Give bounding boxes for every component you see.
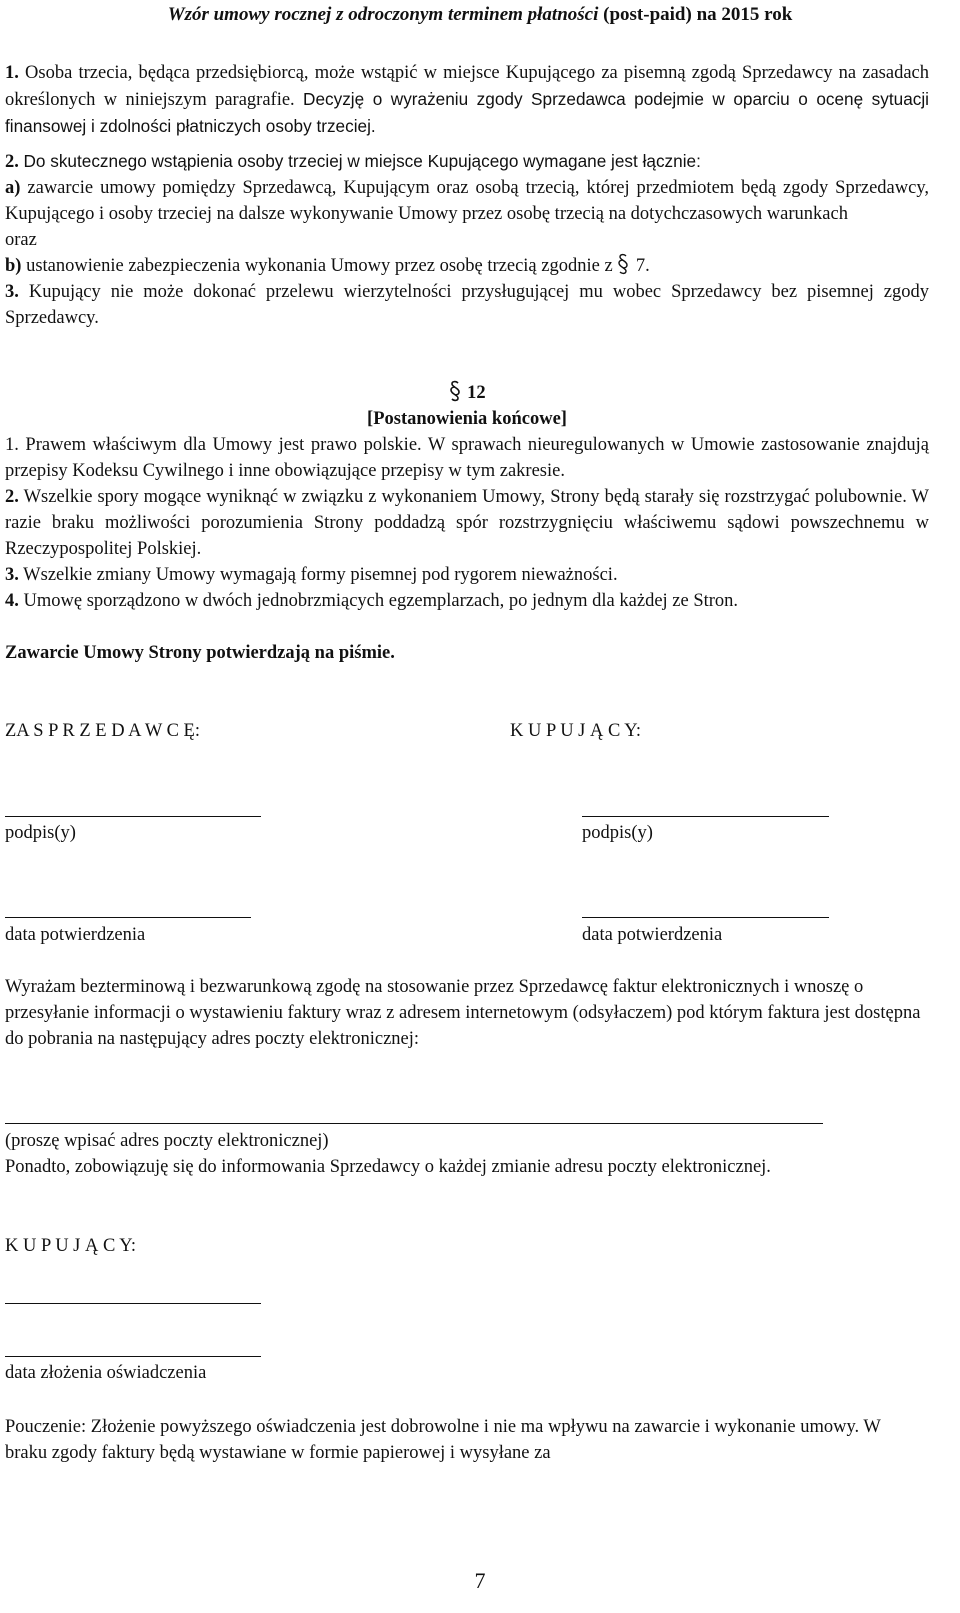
section-title: [Postanowienia końcowe] [367, 409, 567, 429]
section-12-items [5, 432, 929, 614]
section-ref: 7. [635, 256, 650, 276]
paragraph-1 [5, 60, 929, 140]
section-12-heading [5, 380, 929, 432]
item-text: Prawem właściwym dla Umowy jest prawo polskie. W sprawach nieuregulowanych w Umowie zastosowanie znajdują przepisy Kodeksu Cywilnego i inne obowiązujące przepisy w tym zakresie. [5, 435, 929, 481]
page-number: 7 [474, 1568, 486, 1593]
list-item [5, 588, 929, 614]
buyer-date-label: data potwierdzenia [582, 925, 723, 945]
conjunction-oraz: oraz [5, 230, 37, 250]
list-item [5, 562, 929, 588]
list-item [5, 484, 929, 562]
paragraph-text: Kupujący nie może dokonać przelewu wierzytelności przysługującej mu wobec Sprzedawcy bez pisemnej zgody Sprzedawcy. [5, 282, 929, 328]
email-input-line[interactable] [5, 1123, 823, 1124]
paragraph-number: 2. [5, 152, 19, 172]
item-text-b: ustanowienie zabezpieczenia wykonania Umowy przez osobę trzecią zgodnie z [26, 256, 613, 276]
paragraph-text-sans: Decyzję o wyrażeniu zgody Sprzedawca podejmie w oparciu o ocenę sytuacji finansowej i zdolności płatniczych osoby trzeciej. [5, 89, 929, 136]
buyer-heading: K U P U J Ą C Y: [510, 721, 642, 741]
seller-date-label: data potwierdzenia [5, 925, 146, 945]
paragraph-number: 3. [5, 282, 19, 302]
section-sign-icon [448, 380, 462, 406]
seller-signature-line[interactable] [5, 816, 261, 817]
buyer-signature-line[interactable] [582, 816, 829, 817]
item-text: Umowę sporządzono w dwóch jednobrzmiących egzemplarzach, po jednym dla każdej ze Stron. [23, 591, 739, 611]
title-rest: (post-paid) na 2015 rok [603, 4, 793, 25]
closing-statement: Zawarcie Umowy Strony potwierdzają na piśmie. [5, 643, 395, 663]
item-number: 3. [5, 565, 19, 585]
consent-buyer-heading: K U P U J Ą C Y: [5, 1236, 137, 1256]
item-number: 4. [5, 591, 19, 611]
consent-paragraph: Wyrażam bezterminową i bezwarunkową zgodę na stosowanie przez Sprzedawcę faktur elektronicznych i wnoszę o przesyłanie informacji o wystawieniu faktury wraz z adresem internetowym (odsyłaczem) pod którym faktura jest dostępna do pobrania na następujący adres poczty elektronicznej: [5, 977, 921, 1049]
title-italic: Wzór umowy rocznej z odroczonym terminem płatności [167, 4, 599, 25]
item-number: 2. [5, 487, 19, 507]
paragraph-text-sans: Do skutecznego wstąpienia osoby trzeciej w miejsce Kupującego wymagane jest łącznie: [23, 151, 701, 171]
item-label-b: b) [5, 256, 22, 276]
item-text: Wszelkie zmiany Umowy wymagają formy pisemnej pod rygorem nieważności. [23, 565, 618, 585]
consent-text [5, 974, 929, 1052]
buyer-signature-label: podpis(y) [582, 823, 653, 843]
document-title [0, 2, 960, 28]
section-sign-icon [617, 253, 631, 279]
buyer-date-line[interactable] [582, 917, 829, 918]
email-hint: (proszę wpisać adres poczty elektronicznej) [5, 1131, 329, 1151]
paragraph-2 [5, 148, 929, 331]
list-item [5, 432, 929, 484]
section-number: 12 [467, 383, 486, 403]
paragraph-text: Osoba trzecia, będąca przedsiębiorcą, może wstąpić w miejsce Kupującego za pisemną zgodą Sprzedawcy na zasadach określonych w niniejszym paragrafie. [5, 63, 930, 110]
seller-signature-label: podpis(y) [5, 823, 76, 843]
seller-heading: ZA S P R Z E D A W C Ę: [5, 721, 200, 741]
paragraph-number: 1. [5, 63, 19, 83]
notice-paragraph: Pouczenie: Złożenie powyższego oświadczenia jest dobrowolne i nie ma wpływu na zawarcie i wykonanie umowy. W braku zgody faktury będą wystawiane w formie papierowej i wysyłane za [5, 1417, 881, 1463]
item-label-a: a) [5, 178, 21, 198]
notice [5, 1414, 885, 1466]
seller-date-line[interactable] [5, 917, 251, 918]
consent-followup [5, 1154, 825, 1180]
consent-date-label: data złożenia oświadczenia [5, 1363, 207, 1383]
consent-signature-line[interactable] [5, 1303, 261, 1304]
item-text-a: zawarcie umowy pomiędzy Sprzedawcą, Kupującym oraz osobą trzecią, której przedmiotem będą zgody Sprzedawcy, Kupującego i osoby trzeciej na dalsze wykonywanie Umowy przez osobę trzecią na dotychczasowych warunkach [5, 178, 930, 224]
consent-date-line[interactable] [5, 1356, 261, 1357]
followup-paragraph: Ponadto, zobowiązuję się do informowania Sprzedawcy o każdej zmianie adresu poczty elektronicznej. [5, 1157, 771, 1177]
item-number: 1. [5, 435, 19, 455]
item-text: Wszelkie spory mogące wyniknąć w związku z wykonaniem Umowy, Strony będą starały się rozstrzygać polubownie. W razie braku możliwości porozumienia Strony poddadzą spór rozstrzygnięciu właściwemu sądowi powszechnemu w Rzeczypospolitej Polskiej. [5, 487, 929, 559]
